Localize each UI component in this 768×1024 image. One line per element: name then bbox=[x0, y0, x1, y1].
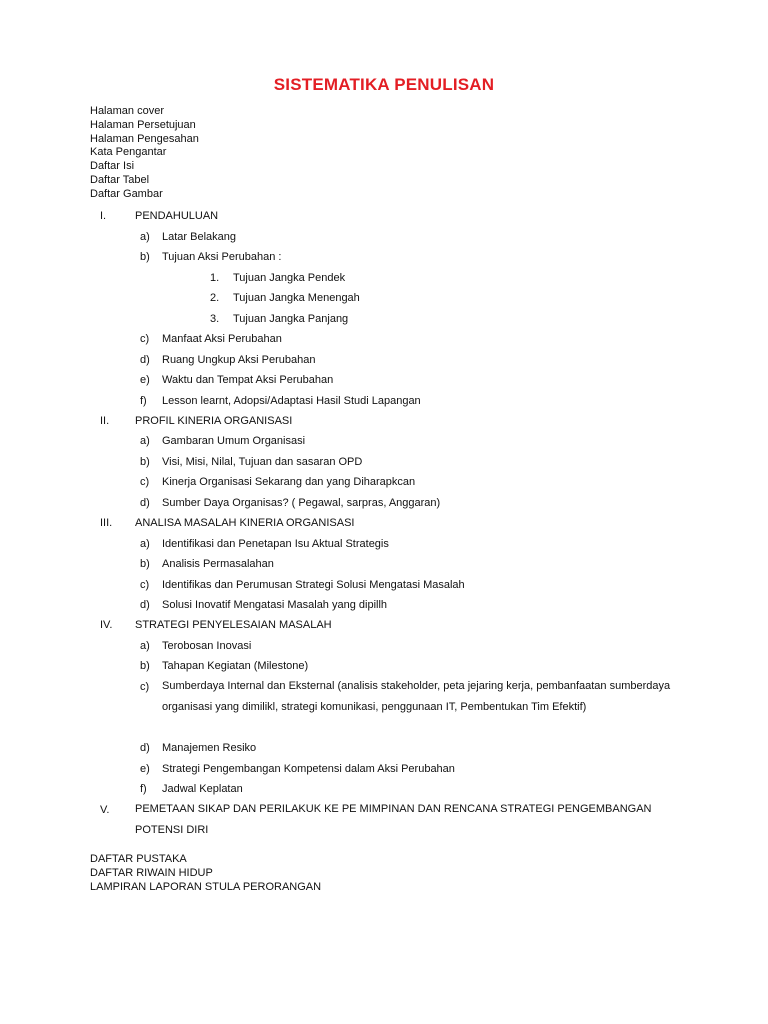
front-matter-list bbox=[90, 105, 199, 202]
section-title: ANALISA MASALAH KINERIA ORGANISASI bbox=[135, 517, 355, 529]
item-marker: a) bbox=[140, 231, 150, 243]
item-marker: f) bbox=[140, 783, 147, 795]
item-text: Kinerja Organisasi Sekarang dan yang Diharapkcan bbox=[162, 476, 416, 488]
section-number: III. bbox=[100, 517, 113, 529]
item-marker: a) bbox=[140, 640, 150, 652]
item-marker: e) bbox=[140, 763, 150, 775]
section-title: PENDAHULUAN bbox=[135, 210, 219, 222]
item-marker: d) bbox=[140, 354, 150, 366]
item-text: Solusi Inovatif Mengatasi Masalah yang dipillh bbox=[162, 599, 388, 611]
front-matter-item: Halaman Persetujuan bbox=[90, 118, 196, 131]
back-matter-item: DAFTAR PUSTAKA bbox=[90, 853, 187, 865]
item-marker: a) bbox=[140, 435, 150, 447]
item-marker: b) bbox=[140, 660, 150, 672]
item-text: Strategi Pengembangan Kompetensi dalam Aksi Perubahan bbox=[162, 763, 455, 775]
item-text: Tahapan Kegiatan (Milestone) bbox=[162, 660, 309, 672]
item-marker: c) bbox=[140, 476, 150, 488]
front-matter-item: Halaman cover bbox=[90, 105, 164, 117]
sub-item-text: Tujuan Jangka Menengah bbox=[233, 292, 360, 304]
item-text: Identifikas dan Perumusan Strategi Solusi Mengatasi Masalah bbox=[162, 579, 465, 591]
back-matter-list bbox=[90, 852, 321, 894]
section-number: II. bbox=[100, 415, 110, 427]
item-text: Tujuan Aksi Perubahan : bbox=[162, 251, 282, 263]
item-marker: c) bbox=[140, 333, 150, 345]
item-marker: d) bbox=[140, 599, 150, 611]
item-text: Manfaat Aksi Perubahan bbox=[162, 333, 282, 345]
section-title: PROFIL KINERIA ORGANISASI bbox=[135, 415, 293, 427]
item-marker: c) bbox=[140, 579, 150, 591]
item-text: Ruang Ungkup Aksi Perubahan bbox=[162, 354, 316, 366]
section-title: STRATEGI PENYELESAIAN MASALAH bbox=[135, 619, 332, 631]
back-matter-item: LAMPIRAN LAPORAN STULA PERORANGAN bbox=[90, 881, 322, 893]
item-text: Visi, Misi, Nilal, Tujuan dan sasaran OPD bbox=[162, 456, 363, 468]
item-marker: b) bbox=[140, 251, 150, 263]
section-number: I. bbox=[100, 210, 107, 222]
back-matter-item: DAFTAR RIWAIN HIDUP bbox=[90, 867, 213, 879]
item-marker: c) bbox=[140, 681, 150, 693]
front-matter-item: Halaman Pengesahan bbox=[90, 132, 199, 145]
front-matter-item: Daftar Tabel bbox=[90, 173, 150, 186]
front-matter-item: Kata Pengantar bbox=[90, 146, 167, 159]
item-marker: d) bbox=[140, 497, 150, 509]
item-text: Sumberdaya Internal dan Eksternal (analisis stakeholder, peta jejaring kerja, pembanfaatan sumberdaya organisasi yang dimilikl, strategi komunikasi, penggunaan IT, Pembentukan Tim Efektif) bbox=[162, 680, 671, 713]
item-marker: b) bbox=[140, 558, 150, 570]
sub-item-text: Tujuan Jangka Panjang bbox=[233, 313, 349, 325]
section-number: V. bbox=[100, 804, 110, 816]
item-text: Terobosan Inovasi bbox=[162, 640, 252, 652]
front-matter-item: Daftar Isi bbox=[90, 160, 135, 173]
item-text: Gambaran Umum Organisasi bbox=[162, 435, 306, 447]
item-text: Latar Belakang bbox=[162, 231, 236, 243]
item-marker: d) bbox=[140, 742, 150, 754]
item-marker: a) bbox=[140, 538, 150, 550]
sub-item-marker: 3. bbox=[210, 313, 220, 325]
section-title: PEMETAAN SIKAP DAN PERILAKUK KE PE MIMPINAN DAN RENCANA STRATEGI PENGEMBANGAN POTENSI DIRI bbox=[135, 803, 652, 836]
item-text: Identifikasi dan Penetapan Isu Aktual Strategis bbox=[162, 538, 389, 550]
item-marker: e) bbox=[140, 374, 150, 386]
item-text: Sumber Daya Organisas? ( Pegawal, sarpras, Anggaran) bbox=[162, 497, 441, 509]
item-marker: f) bbox=[140, 395, 147, 407]
page-title: SISTEMATIKA PENULISAN bbox=[273, 75, 495, 94]
front-matter-item: Daftar Gambar bbox=[90, 187, 163, 200]
item-text: Lesson learnt, Adopsi/Adaptasi Hasil Studi Lapangan bbox=[162, 395, 421, 407]
item-text: Waktu dan Tempat Aksi Perubahan bbox=[162, 374, 334, 386]
sub-item-text: Tujuan Jangka Pendek bbox=[233, 272, 346, 284]
sub-item-marker: 1. bbox=[210, 272, 220, 284]
item-text: Jadwal Keplatan bbox=[162, 783, 243, 795]
item-text: Manajemen Resiko bbox=[162, 742, 257, 754]
section-number: IV. bbox=[100, 619, 113, 631]
item-marker: b) bbox=[140, 456, 150, 468]
sub-item-marker: 2. bbox=[210, 292, 220, 304]
item-text: Analisis Permasalahan bbox=[162, 558, 274, 570]
